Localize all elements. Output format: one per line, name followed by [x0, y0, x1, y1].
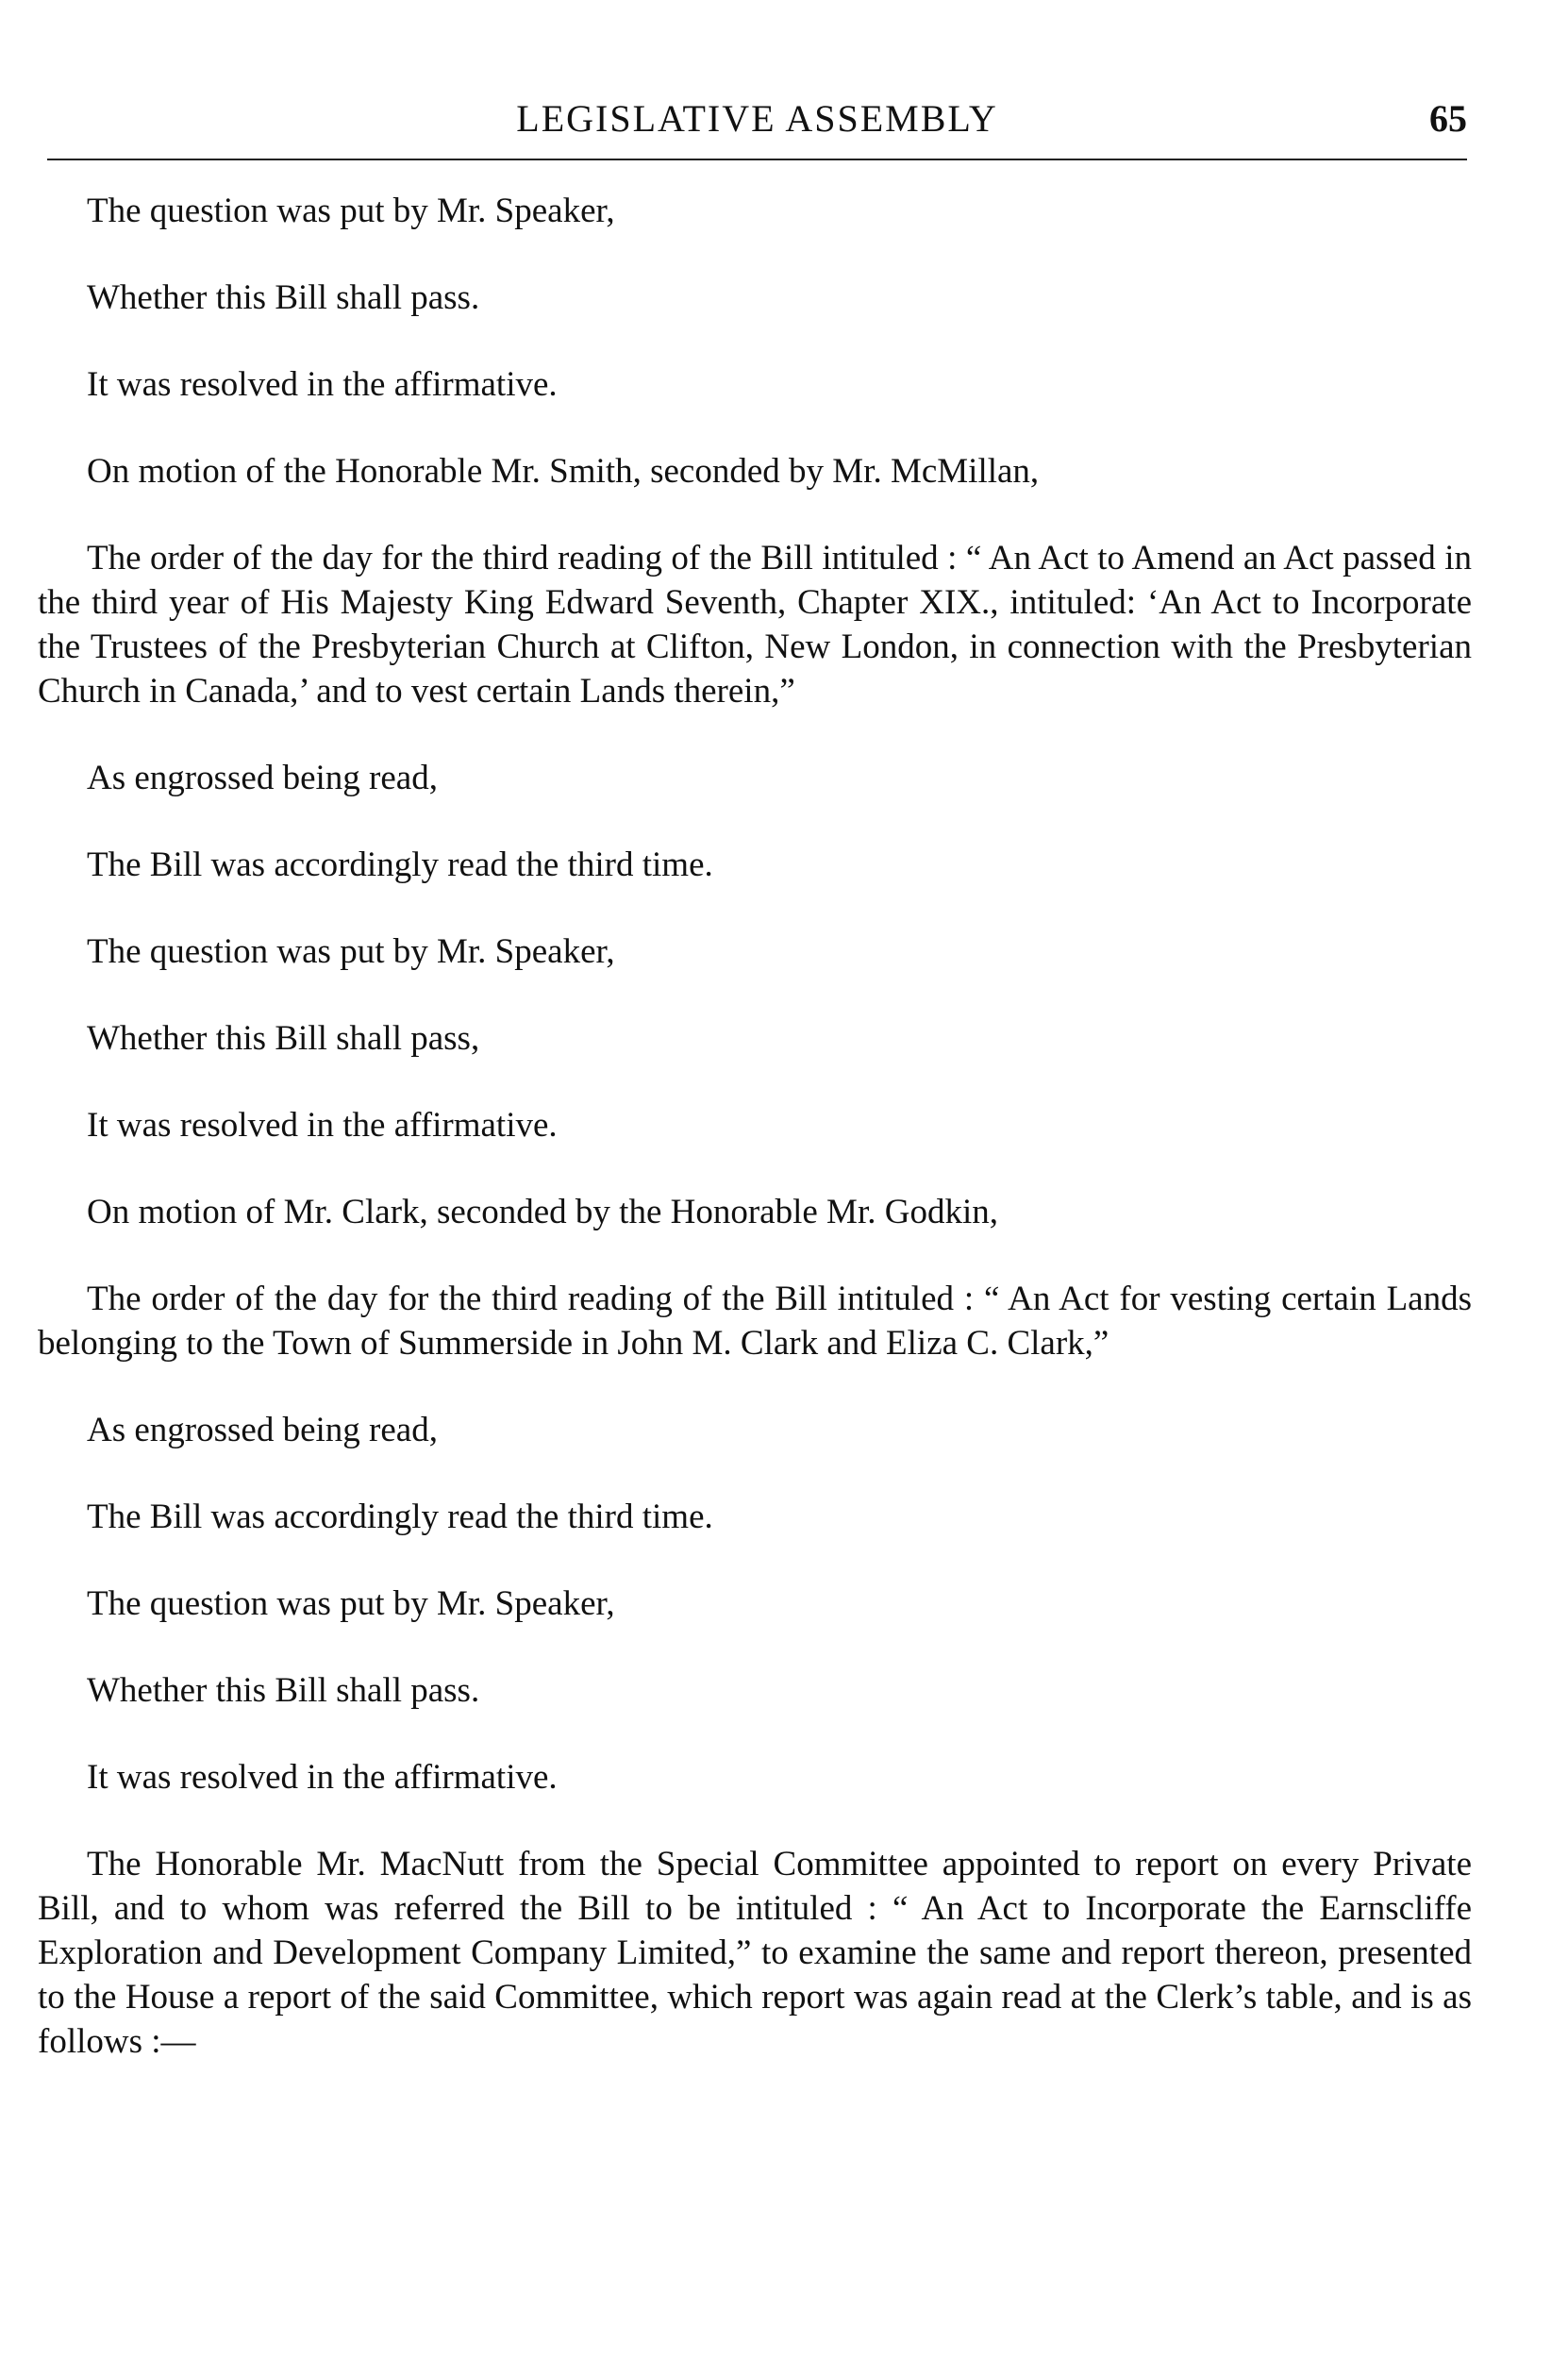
paragraph: The question was put by Mr. Speaker,: [87, 192, 615, 230]
paragraph: As engrossed being read,: [87, 1411, 438, 1449]
paragraph: Whether this Bill shall pass.: [87, 278, 480, 317]
paragraph: It was resolved in the affirmative.: [87, 1106, 558, 1145]
paragraph: The question was put by Mr. Speaker,: [87, 932, 615, 971]
header-rule: [47, 159, 1467, 160]
paragraph: Whether this Bill shall pass.: [87, 1671, 480, 1710]
paragraph: The question was put by Mr. Speaker,: [87, 1584, 615, 1623]
running-title: LEGISLATIVE ASSEMBLY: [516, 97, 998, 140]
paragraph: Whether this Bill shall pass,: [87, 1019, 480, 1058]
paragraph: The order of the day for the third reading of the Bill intituled : “ An Act to Amend an Act passed in the third year of His Majesty King Edward Seventh, Chapter XIX., intituled: ‘An Act to Incorporate the Trustees of the Presbyterian Church at Clifton, New London, in connection with the Presbyterian Church in Canada,’ and to vest certain Lands therein,”: [38, 539, 1472, 711]
paragraph: As engrossed being read,: [87, 759, 438, 797]
page-number: 65: [1429, 97, 1467, 140]
paragraph: It was resolved in the affirmative.: [87, 365, 558, 404]
paragraph: The Bill was accordingly read the third time.: [87, 845, 713, 884]
page-body: [38, 189, 1472, 2106]
paragraph: The Bill was accordingly read the third time.: [87, 1498, 713, 1536]
paragraph: It was resolved in the affirmative.: [87, 1758, 558, 1797]
paragraph: The order of the day for the third reading of the Bill intituled : “ An Act for vesting certain Lands belonging to the Town of Summerside in John M. Clark and Eliza C. Clark,”: [38, 1280, 1472, 1363]
paragraph: On motion of Mr. Clark, seconded by the Honorable Mr. Godkin,: [87, 1193, 998, 1231]
page-header: [47, 91, 1467, 147]
paragraph: On motion of the Honorable Mr. Smith, seconded by Mr. McMillan,: [87, 452, 1040, 491]
paragraph: The Honorable Mr. MacNutt from the Special Committee appointed to report on every Private Bill, and to whom was referred the Bill to be intituled : “ An Act to Incorporate the Earnscliffe Exploration and Development Company Limited,” to examine the same and report thereon, presented to the House a report of the said Committee, which report was again read at the Clerk’s table, and is as follows :—: [38, 1845, 1472, 2061]
